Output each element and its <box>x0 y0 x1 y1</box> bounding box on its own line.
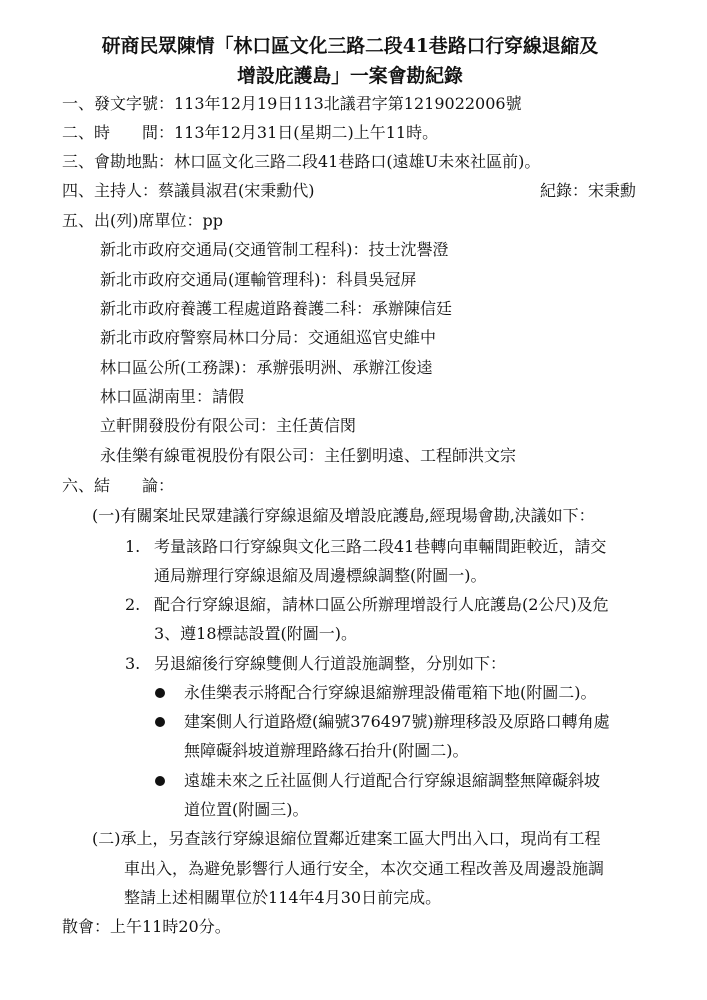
attendees-label: 五、出(列)席單位：pp <box>62 211 223 230</box>
bullet-2-text-line-1: 建案側人行道路燈(編號376497號)辦理移設及原路口轉角處 <box>184 712 610 731</box>
list-item: 新北市政府交通局(運輸管理科)：科員吳冠屏 <box>100 270 417 289</box>
item-number-1: 1. <box>125 537 141 556</box>
item-3-text: 另退縮後行穿線雙側人行道設施調整，分別如下： <box>154 654 507 673</box>
item-2-text-line-1: 配合行穿線退縮，請林口區公所辦理增設行人庇護島(2公尺)及危 <box>154 595 609 614</box>
meeting-place: 三、會勘地點：林口區文化三路二段41巷路口(遠雄U未來社區前)。 <box>62 152 541 171</box>
bullet-icon <box>155 717 165 727</box>
list-item: 永佳樂有線電視股份有限公司：主任劉明遠、工程師洪文宗 <box>100 446 517 465</box>
list-item: 新北市政府養護工程處道路養護二科：承辦陳信廷 <box>100 299 453 318</box>
recorder: 紀錄：宋秉勳 <box>540 181 637 200</box>
document-title-line-2: 增設庇護島」一案會勘紀錄 <box>237 65 463 87</box>
bullet-icon <box>155 776 165 786</box>
conclusion-part-2-line-1: (二)承上，另查該行穿線退縮位置鄰近建案工區大門出入口，現尚有工程 <box>92 829 601 848</box>
document-title-line-1: 研商民眾陳情「林口區文化三路二段41巷路口行穿線退縮及 <box>101 35 599 57</box>
item-number-2: 2. <box>125 595 141 614</box>
bullet-icon <box>155 688 165 698</box>
bullet-1-text: 永佳樂表示將配合行穿線退縮辦理設備電箱下地(附圖二)。 <box>184 683 597 702</box>
list-item: 立軒開發股份有限公司：主任黃信閔 <box>100 416 357 435</box>
adjourn-time: 散會：上午11時20分。 <box>62 917 231 936</box>
item-number-3: 3. <box>125 654 141 673</box>
conclusion-part-2-line-2: 車出入，為避免影響行人通行安全，本次交通工程改善及周邊設施調 <box>124 859 605 878</box>
conclusion-part-1-intro: (一)有關案址民眾建議行穿線退縮及增設庇護島,經現場會勘,決議如下： <box>92 506 595 525</box>
item-2-text-line-2: 3、遵18標誌設置(附圖一)。 <box>154 624 358 643</box>
meeting-time: 二、時 間：113年12月31日(星期二)上午11時。 <box>62 123 439 142</box>
host: 四、主持人：蔡議員淑君(宋秉勳代) <box>62 181 315 200</box>
bullet-3-text-line-1: 遠雄未來之丘社區側人行道配合行穿線退縮調整無障礙斜坡 <box>184 771 601 790</box>
doc-number: 一、發文字號：113年12月19日113北議君字第1219022006號 <box>62 94 522 113</box>
bullet-2-text-line-2: 無障礙斜坡道辦理路緣石抬升(附圖二)。 <box>184 741 469 760</box>
list-item: 林口區公所(工務課)：承辦張明洲、承辦江俊逵 <box>100 358 433 377</box>
bullet-3-text-line-2: 道位置(附圖三)。 <box>184 800 309 819</box>
list-item: 新北市政府警察局林口分局：交通組巡官史維中 <box>100 328 437 347</box>
item-1-text-line-2: 通局辦理行穿線退縮及周邊標線調整(附圖一)。 <box>154 566 487 585</box>
conclusion-label: 六、結 論： <box>62 476 175 495</box>
list-item: 林口區湖南里：請假 <box>100 387 245 406</box>
item-1-text-line-1: 考量該路口行穿線與文化三路二段41巷轉向車輛間距較近，請交 <box>154 537 607 556</box>
conclusion-part-2-line-3: 整請上述相關單位於114年4月30日前完成。 <box>124 888 442 907</box>
list-item: 新北市政府交通局(交通管制工程科)：技士沈譽澄 <box>100 240 449 259</box>
